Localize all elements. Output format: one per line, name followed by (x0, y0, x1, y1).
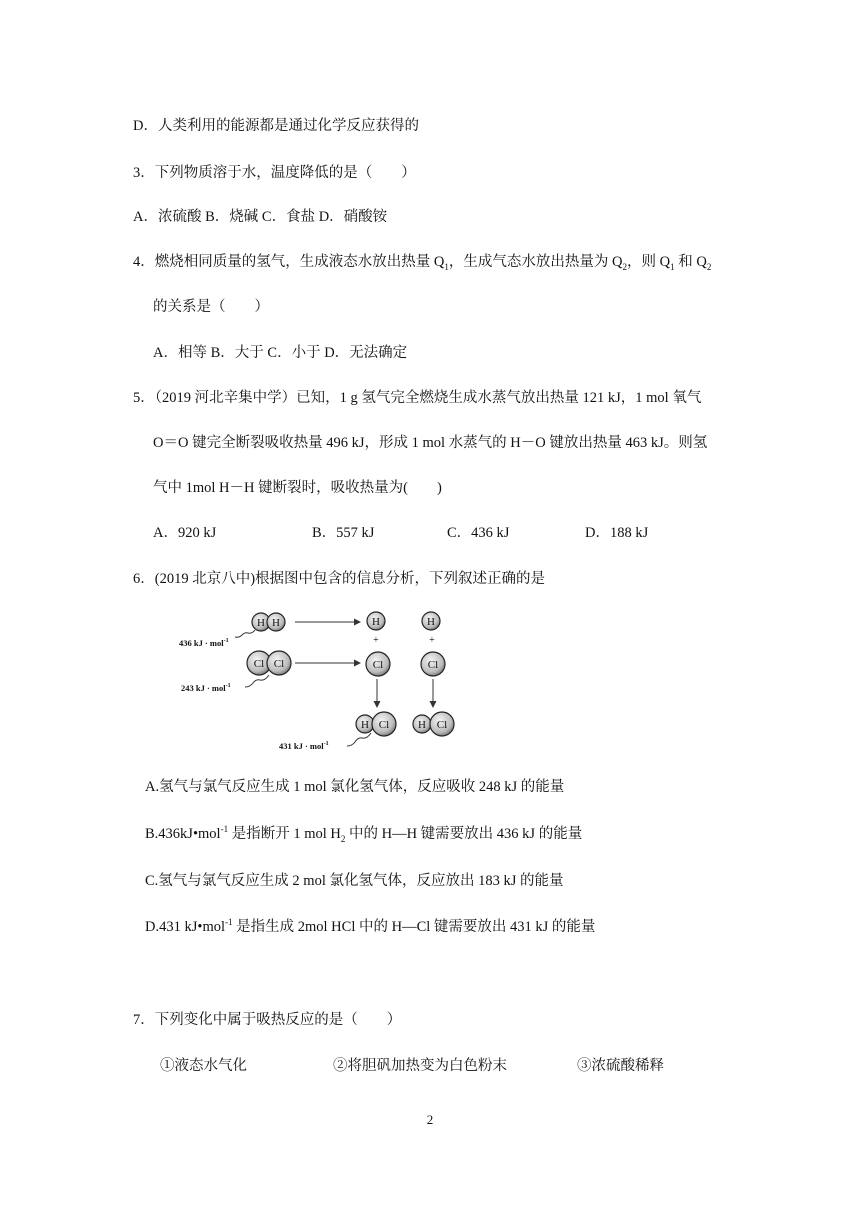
hcl-molecule-2 (413, 712, 454, 736)
svg-text:H: H (361, 719, 369, 731)
svg-text:H: H (372, 616, 380, 628)
cl-atom-2 (421, 652, 445, 676)
question-7: 7．下列变化中属于吸热反应的是（ ） (133, 1012, 402, 1028)
bond-energy-figure (175, 607, 465, 752)
cl2-molecule (247, 651, 291, 675)
question-5-option-a: A．920 kJ (153, 525, 217, 541)
question-3: 3．下列物质溶于水，温度降低的是（ ） (133, 165, 416, 181)
label-436: 436 kJ · mol$^{-1}$ (179, 638, 229, 648)
question-5-line-1: 5．（2019 河北辛集中学）已知，1 g 氢气完全燃烧生成水蒸气放出热量 121 kJ，1 mol 氧气 (133, 390, 702, 406)
question-4-line-2: 的关系是（ ） (153, 299, 269, 315)
svg-text:H: H (418, 719, 426, 731)
label-243: 243 kJ · mol$^{-1}$ (181, 683, 231, 693)
svg-text:Cl: Cl (378, 719, 390, 731)
svg-text:H: H (427, 616, 435, 628)
svg-text:H: H (272, 617, 280, 629)
svg-text:Cl: Cl (253, 658, 265, 670)
question-5-line-2: O＝O 键完全断裂吸收热量 496 kJ，形成 1 mol 水蒸气的 H－O 键放出热量 463 kJ。则氢 (153, 435, 708, 451)
svg-text:+: + (373, 635, 379, 646)
question-6-option-c: C.氢气与氯气反应生成 2 mol 氯化氢气体，反应放出 183 kJ 的能量 (145, 873, 564, 889)
question-7-option-3: ③浓硫酸稀释 (577, 1058, 664, 1074)
question-6-option-a: A.氢气与氯气反应生成 1 mol 氯化氢气体，反应吸收 248 kJ 的能量 (145, 779, 565, 795)
question-7-option-2: ②将胆矾加热变为白色粉末 (333, 1058, 507, 1074)
page-number: 2 (426, 1112, 434, 1127)
question-6: 6．(2019 北京八中)根据图中包含的信息分析，下列叙述正确的是 (133, 571, 546, 587)
question-6-option-d: D.431 kJ•mol$^{-1}$ 是指生成 2mol HCl 中的 H—Cl 键需要放出 431 kJ 的能量 (145, 917, 596, 935)
h-atom-2 (422, 612, 440, 630)
cl-atom-1 (366, 652, 390, 676)
question-5-option-b: B．557 kJ (312, 525, 375, 541)
label-431: 431 kJ · mol$^{-1}$ (279, 741, 329, 751)
question-6-option-b: B.436kJ•mol$^{-1}$ 是指断开 1 mol $H_2$ 中的 H—H 键需要放出 436 kJ 的能量 (145, 824, 583, 844)
option-d: D．人类利用的能源都是通过化学反应获得的 (133, 118, 419, 134)
hcl-molecule-1 (356, 712, 396, 736)
svg-text:Cl: Cl (427, 659, 439, 671)
svg-text:Cl: Cl (273, 658, 285, 670)
question-5-line-3: 气中 1mol H－H 键断裂时，吸收热量为( ) (153, 480, 442, 496)
svg-text:Cl: Cl (436, 719, 448, 731)
svg-text:H: H (257, 617, 265, 629)
h-atom-1 (367, 612, 385, 630)
h2-molecule (252, 613, 285, 631)
question-5-option-d: D．188 kJ (585, 525, 649, 541)
question-3-options: A．浓硫酸 B．烧碱 C．食盐 D．硝酸铵 (133, 209, 388, 225)
question-4-options: A．相等 B．大于 C．小于 D．无法确定 (153, 345, 408, 361)
svg-text:Cl: Cl (372, 659, 384, 671)
svg-text:+: + (429, 635, 435, 646)
question-7-option-1: ①液态水气化 (160, 1058, 247, 1074)
question-4-line-1: 4．燃烧相同质量的氢气，生成液态水放出热量 $Q_1$，生成气态水放出热量为 $Q_2$，则 $Q_1$ 和 $Q_2$ (133, 254, 712, 272)
question-5-option-c: C．436 kJ (447, 525, 510, 541)
